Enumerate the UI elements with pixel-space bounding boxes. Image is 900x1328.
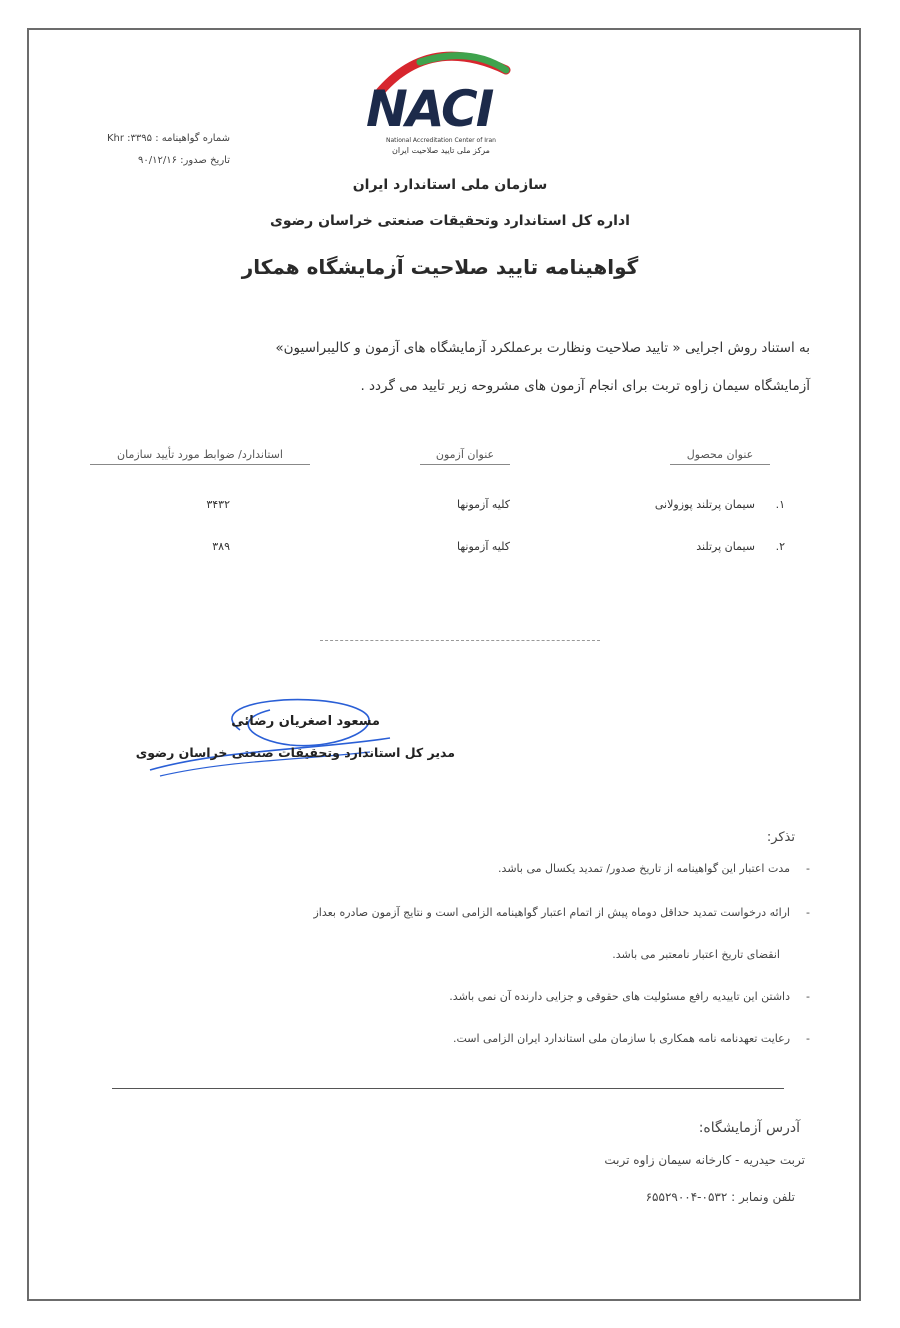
address-line: تربت حیدریه - کارخانه سیمان زاوه تربت (604, 1153, 805, 1167)
address-title: آدرس آزمایشگاه: (698, 1120, 800, 1136)
table-header-test: عنوان آزمون (420, 448, 510, 465)
signatory-name: مسعود اصغریان رضائی (231, 714, 380, 729)
bullet-icon: - (806, 990, 810, 1003)
certificate-number: شماره گواهینامه : ۳۳۹۵: Khr (106, 133, 230, 144)
logo-english-caption: National Accreditation Center of Iran (386, 137, 496, 144)
note-item: ارائه درخواست تمدید حداقل دوماه پیش از اتمام اعتبار گواهینامه الزامی است و نتایج آزمون صادره بعداز (313, 906, 790, 919)
table-cell-product: سیمان پرتلند پوزولانی (654, 498, 755, 511)
logo-persian-caption: مرکز ملی تایید صلاحیت ایران (392, 146, 490, 155)
bullet-icon: - (806, 1032, 810, 1045)
footer-divider (112, 1088, 784, 1089)
table-row-number: ۱. (775, 498, 785, 511)
table-cell-test: کلیه آزمونها (456, 498, 510, 511)
table-header-standard: استاندارد/ ضوابط مورد تأیید سازمان (90, 448, 310, 465)
note-item: رعایت تعهدنامه نامه همکاری با سازمان ملی استاندارد ایران الزامی است. (452, 1032, 790, 1045)
bullet-icon: - (806, 906, 810, 919)
bullet-icon: - (806, 862, 810, 875)
signature-scribble-icon (140, 690, 400, 790)
table-cell-product: سیمان پرتلند (696, 540, 755, 553)
phone-fax: تلفن ونمابر : ۰۵۳۲-۶۵۵۲۹۰۰۴ (645, 1190, 795, 1204)
note-item: داشتن این تاییدیه رافع مسئولیت های حقوقی و جزایی دارنده آن نمی باشد. (449, 990, 790, 1003)
certificate-title: گواهینامه تایید صلاحیت آزمایشگاه همکار (241, 255, 639, 279)
table-row-number: ۲. (775, 540, 785, 553)
body-line-2: آزمایشگاه سیمان زاوه تربت برای انجام آزمون های مشروحه زیر تایید می گردد . (360, 378, 810, 394)
issue-date: تاریخ صدور: ۹۰/۱۲/۱۶ (138, 155, 230, 166)
note-item: مدت اعتبار این گواهینامه از تاریخ صدور/ تمدید یکسال می باشد. (498, 862, 790, 875)
naci-logo (360, 40, 520, 160)
dashed-divider (320, 640, 600, 641)
signatory-role: مدیر کل استاندارد وتحقیقات صنعتی خراسان رضوی (135, 745, 455, 760)
table-header-product: عنوان محصول (670, 448, 770, 465)
table-cell-standard: ۳۸۹ (212, 540, 230, 553)
organization-name: سازمان ملی استاندارد ایران (352, 177, 548, 193)
notes-title: تذکر: (766, 830, 795, 845)
department-name: اداره کل استاندارد وتحقیقات صنعتی خراسان رضوی (270, 213, 630, 229)
body-line-1: به استناد روش اجرایی « تایید صلاحیت ونظارت برعملکرد آزمایشگاه های آزمون و کالیبراسیون» (275, 340, 810, 356)
table-cell-test: کلیه آزمونها (456, 540, 510, 553)
logo-wordmark: NACI (366, 80, 493, 138)
note-item-continuation: انقضای تاریخ اعتبار نامعتبر می باشد. (612, 948, 780, 961)
table-cell-standard: ۳۴۳۲ (206, 498, 230, 511)
